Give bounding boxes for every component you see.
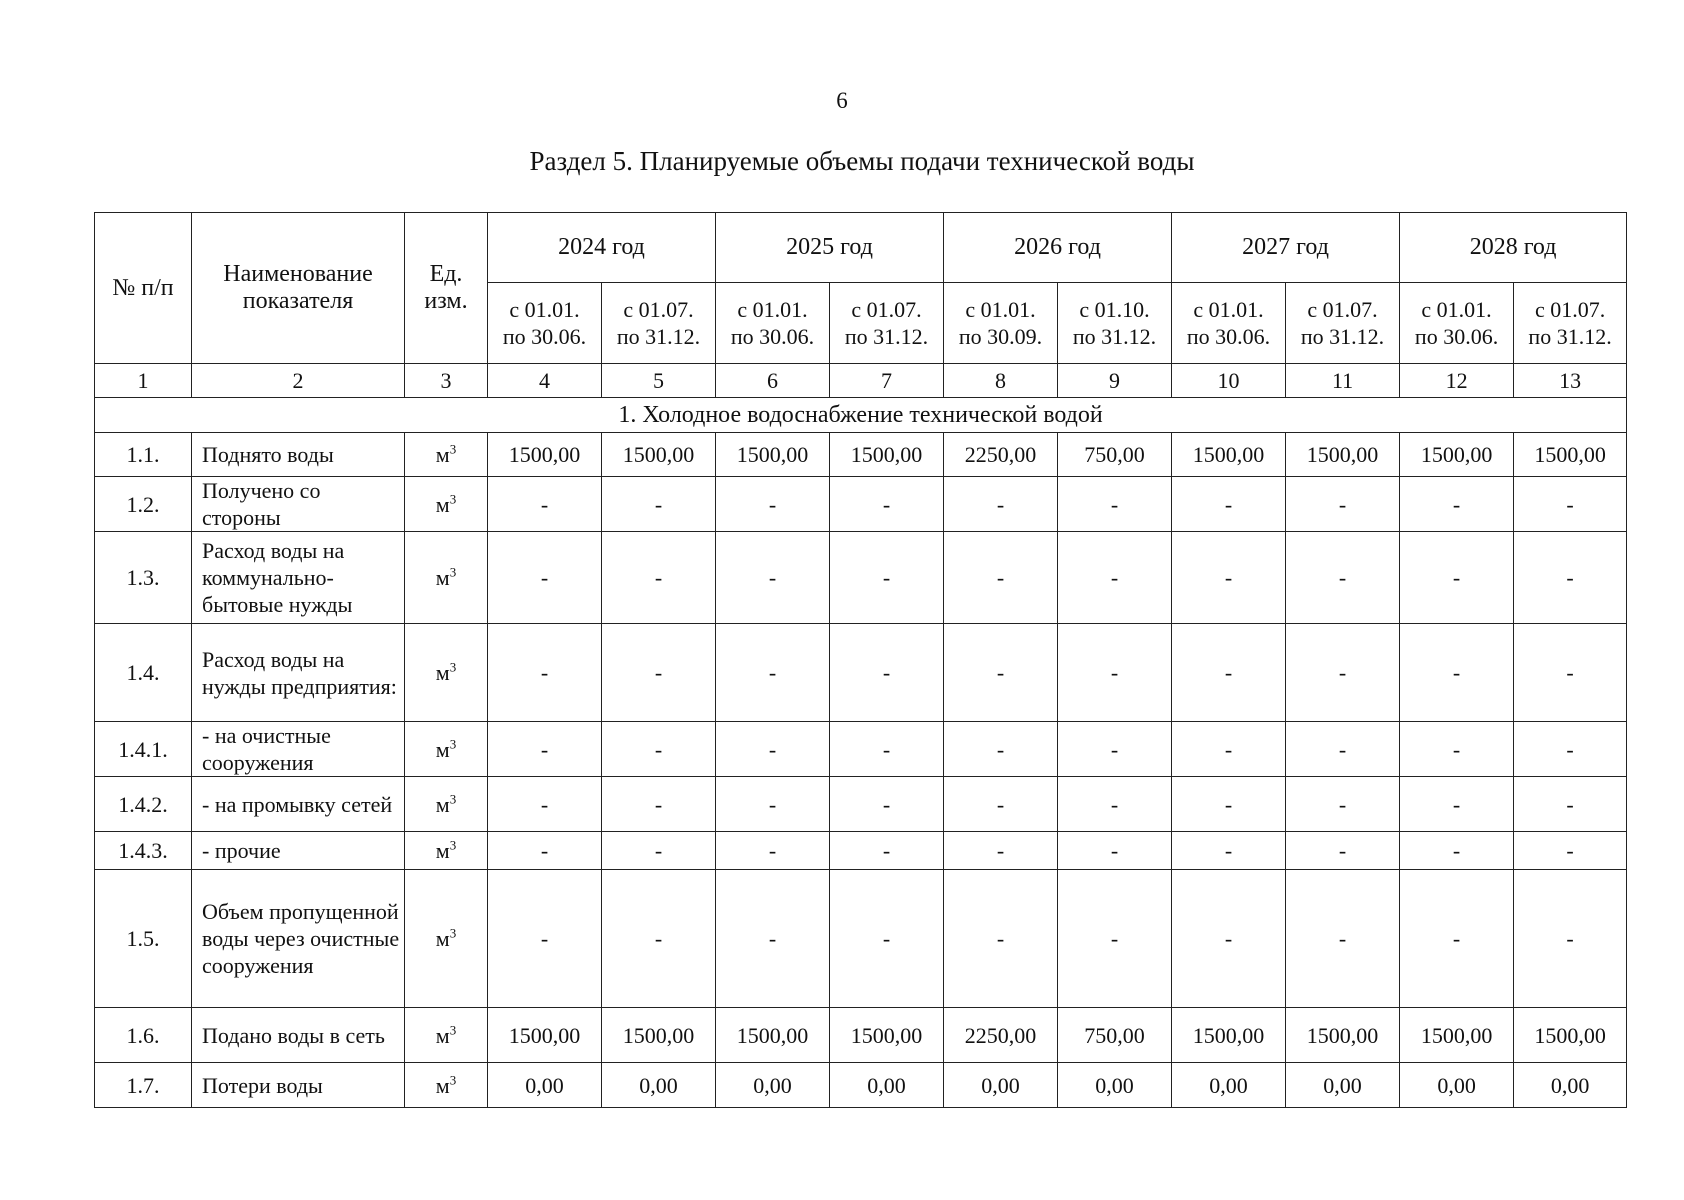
value-cell: - xyxy=(1172,870,1286,1008)
row-number: 1.7. xyxy=(95,1063,192,1108)
value-cell: - xyxy=(1286,777,1400,832)
value-cell: - xyxy=(944,624,1058,722)
value-cell: - xyxy=(488,722,602,777)
unit-exponent: 3 xyxy=(449,736,457,752)
column-number: 3 xyxy=(405,364,488,398)
column-number: 6 xyxy=(716,364,830,398)
column-number: 10 xyxy=(1172,364,1286,398)
column-number: 8 xyxy=(944,364,1058,398)
period-to: по 31.12. xyxy=(1300,324,1385,349)
value-cell: - xyxy=(1286,832,1400,870)
value-cell: - xyxy=(1172,832,1286,870)
row-name: Потери воды xyxy=(192,1063,405,1108)
row-name: Получено со стороны xyxy=(192,477,405,532)
row-number: 1.6. xyxy=(95,1008,192,1063)
unit-exponent: 3 xyxy=(449,925,457,941)
value-cell: 1500,00 xyxy=(830,1008,944,1063)
value-cell: - xyxy=(830,777,944,832)
value-cell: - xyxy=(488,477,602,532)
value-cell: - xyxy=(716,477,830,532)
value-cell: 1500,00 xyxy=(716,1008,830,1063)
value-cell: 0,00 xyxy=(602,1063,716,1108)
header-name: Наименование показателя xyxy=(192,213,405,364)
value-cell: - xyxy=(1514,870,1627,1008)
row-name: Объем пропущенной воды через очистные сооружения xyxy=(192,870,405,1008)
value-cell: - xyxy=(1058,624,1172,722)
period-to: по 30.06. xyxy=(730,324,815,349)
value-cell: - xyxy=(1058,532,1172,624)
value-cell: 1500,00 xyxy=(1172,1008,1286,1063)
period-from: с 01.01. xyxy=(509,297,580,322)
table-body xyxy=(95,433,1627,1108)
value-cell: 0,00 xyxy=(1286,1063,1400,1108)
row-unit xyxy=(405,532,488,624)
value-cell: - xyxy=(1058,477,1172,532)
table-row xyxy=(95,433,1627,477)
value-cell: - xyxy=(1286,477,1400,532)
period-from: с 01.10. xyxy=(1079,297,1150,322)
header-period xyxy=(1514,283,1627,364)
value-cell: - xyxy=(1400,777,1514,832)
value-cell: 2250,00 xyxy=(944,1008,1058,1063)
row-unit xyxy=(405,832,488,870)
table-row xyxy=(95,624,1627,722)
value-cell: - xyxy=(1400,722,1514,777)
column-number: 5 xyxy=(602,364,716,398)
period-to: по 30.06. xyxy=(1414,324,1499,349)
unit-base: м xyxy=(435,791,450,817)
table-row xyxy=(95,832,1627,870)
value-cell: - xyxy=(602,624,716,722)
row-number: 1.4.3. xyxy=(95,832,192,870)
period-to: по 31.12. xyxy=(1528,324,1612,349)
period-to: по 31.12. xyxy=(844,324,929,349)
period-from: с 01.07. xyxy=(623,297,694,322)
value-cell: - xyxy=(944,777,1058,832)
header-year-2027: 2027 год xyxy=(1172,213,1400,283)
value-cell: - xyxy=(1172,777,1286,832)
value-cell: - xyxy=(1172,624,1286,722)
value-cell: - xyxy=(602,477,716,532)
value-cell: 1500,00 xyxy=(1400,433,1514,477)
value-cell: - xyxy=(1058,870,1172,1008)
value-cell: - xyxy=(716,722,830,777)
unit-exponent: 3 xyxy=(449,564,457,580)
row-unit xyxy=(405,777,488,832)
section-row xyxy=(95,398,1627,433)
value-cell: - xyxy=(1400,624,1514,722)
value-cell: 0,00 xyxy=(944,1063,1058,1108)
unit-exponent: 3 xyxy=(449,1022,457,1038)
column-number: 4 xyxy=(488,364,602,398)
value-cell: - xyxy=(1058,777,1172,832)
table-row xyxy=(95,532,1627,624)
value-cell: - xyxy=(1172,477,1286,532)
value-cell: 2250,00 xyxy=(944,433,1058,477)
period-from: с 01.01. xyxy=(737,297,808,322)
value-cell: - xyxy=(830,722,944,777)
column-number: 2 xyxy=(192,364,405,398)
value-cell: - xyxy=(1400,477,1514,532)
period-to: по 30.06. xyxy=(1186,324,1271,349)
header-number: № п/п xyxy=(95,213,192,364)
page-title: Раздел 5. Планируемые объемы подачи технической воды xyxy=(529,146,1195,176)
row-unit xyxy=(405,870,488,1008)
unit-base: м xyxy=(435,491,450,517)
unit-exponent: 3 xyxy=(449,491,457,507)
header-period xyxy=(830,283,944,364)
value-cell: - xyxy=(1286,624,1400,722)
header-period xyxy=(1172,283,1286,364)
header-period xyxy=(488,283,602,364)
row-name: Расход воды на коммунально-бытовые нужды xyxy=(192,532,405,624)
header-year-2028: 2028 год xyxy=(1400,213,1627,283)
row-unit xyxy=(405,624,488,722)
value-cell: 750,00 xyxy=(1058,433,1172,477)
period-from: с 01.01. xyxy=(1193,297,1264,322)
header-period xyxy=(1286,283,1400,364)
value-cell: - xyxy=(1172,722,1286,777)
period-from: с 01.07. xyxy=(1534,297,1606,322)
value-cell: - xyxy=(602,832,716,870)
period-to: по 30.09. xyxy=(958,324,1043,349)
column-number: 7 xyxy=(830,364,944,398)
unit-exponent: 3 xyxy=(449,837,457,853)
row-number: 1.2. xyxy=(95,477,192,532)
value-cell: 750,00 xyxy=(1058,1008,1172,1063)
value-cell: - xyxy=(488,777,602,832)
column-number: 11 xyxy=(1286,364,1400,398)
column-number: 9 xyxy=(1058,364,1172,398)
row-unit xyxy=(405,477,488,532)
unit-base: м xyxy=(435,442,450,467)
value-cell: 0,00 xyxy=(1058,1063,1172,1108)
header-row-column-numbers xyxy=(95,364,1627,398)
value-cell: - xyxy=(1514,832,1627,870)
value-cell: 0,00 xyxy=(1514,1063,1627,1108)
period-from: с 01.01. xyxy=(965,297,1036,322)
value-cell: 1500,00 xyxy=(830,433,944,477)
value-cell: - xyxy=(1400,832,1514,870)
unit-exponent: 3 xyxy=(449,441,457,457)
value-cell: - xyxy=(716,532,830,624)
unit-base: м xyxy=(435,565,450,590)
value-cell: - xyxy=(1286,532,1400,624)
value-cell: 1500,00 xyxy=(488,433,602,477)
row-unit xyxy=(405,722,488,777)
row-number: 1.3. xyxy=(95,532,192,624)
value-cell: 1500,00 xyxy=(1286,1008,1400,1063)
header-year-2024: 2024 год xyxy=(488,213,716,283)
period-from: с 01.01. xyxy=(1421,297,1492,322)
header-row-years xyxy=(95,213,1627,283)
value-cell: 1500,00 xyxy=(602,1008,716,1063)
table-row xyxy=(95,477,1627,532)
value-cell: - xyxy=(602,722,716,777)
row-unit xyxy=(405,433,488,477)
period-to: по 31.12. xyxy=(1072,324,1157,349)
row-name: - прочие xyxy=(192,832,405,870)
header-period xyxy=(944,283,1058,364)
header-period xyxy=(1058,283,1172,364)
unit-base: м xyxy=(435,1072,450,1098)
page-number: 6 xyxy=(836,88,848,113)
header-period xyxy=(716,283,830,364)
value-cell: - xyxy=(830,870,944,1008)
row-name: Расход воды на нужды предприятия: xyxy=(192,624,405,722)
column-number: 1 xyxy=(95,364,192,398)
unit-base: м xyxy=(435,660,450,685)
header-period xyxy=(1400,283,1514,364)
period-from: с 01.07. xyxy=(851,297,922,322)
value-cell: - xyxy=(602,777,716,832)
value-cell: 1500,00 xyxy=(1514,1008,1627,1063)
row-unit xyxy=(405,1008,488,1063)
unit-base: м xyxy=(435,1022,450,1048)
row-number: 1.1. xyxy=(95,433,192,477)
value-cell: - xyxy=(602,870,716,1008)
row-name: Поднято воды xyxy=(192,433,405,477)
row-name: - на промывку сетей xyxy=(192,777,405,832)
value-cell: 1500,00 xyxy=(1400,1008,1514,1063)
value-cell: - xyxy=(944,532,1058,624)
header-unit: Ед. изм. xyxy=(405,213,488,364)
value-cell: - xyxy=(716,624,830,722)
period-to: по 30.06. xyxy=(502,324,587,349)
column-number: 12 xyxy=(1400,364,1514,398)
table-row xyxy=(95,1008,1627,1063)
unit-exponent: 3 xyxy=(449,791,457,807)
value-cell: 1500,00 xyxy=(488,1008,602,1063)
row-name: - на очистные сооружения xyxy=(192,722,405,777)
value-cell: - xyxy=(944,477,1058,532)
value-cell: 0,00 xyxy=(830,1063,944,1108)
value-cell: - xyxy=(1400,870,1514,1008)
value-cell: - xyxy=(602,532,716,624)
column-number: 13 xyxy=(1514,364,1627,398)
value-cell: 0,00 xyxy=(1172,1063,1286,1108)
period-to: по 31.12. xyxy=(616,324,701,349)
value-cell: - xyxy=(1400,532,1514,624)
value-cell: - xyxy=(830,624,944,722)
value-cell: - xyxy=(716,870,830,1008)
value-cell: - xyxy=(488,624,602,722)
value-cell: - xyxy=(1514,532,1627,624)
value-cell: - xyxy=(488,832,602,870)
value-cell: - xyxy=(944,722,1058,777)
period-from: с 01.07. xyxy=(1307,297,1378,322)
value-cell: 1500,00 xyxy=(602,433,716,477)
value-cell: - xyxy=(1514,722,1627,777)
unit-base: м xyxy=(435,926,450,951)
table-row xyxy=(95,1063,1627,1108)
value-cell: - xyxy=(716,832,830,870)
row-unit xyxy=(405,1063,488,1108)
value-cell: - xyxy=(1514,624,1627,722)
value-cell: 1500,00 xyxy=(1286,433,1400,477)
value-cell: - xyxy=(1058,722,1172,777)
section-heading: 1. Холодное водоснабжение технической водой xyxy=(95,398,1627,433)
row-number: 1.4.1. xyxy=(95,722,192,777)
row-number: 1.5. xyxy=(95,870,192,1008)
value-cell: - xyxy=(1286,722,1400,777)
value-cell: - xyxy=(1514,777,1627,832)
value-cell: - xyxy=(1514,477,1627,532)
unit-base: м xyxy=(435,838,450,863)
value-cell: - xyxy=(830,832,944,870)
value-cell: - xyxy=(1058,832,1172,870)
water-volume-table xyxy=(94,212,1627,1108)
value-cell: - xyxy=(488,532,602,624)
table-row xyxy=(95,722,1627,777)
unit-exponent: 3 xyxy=(449,1072,457,1088)
table-row xyxy=(95,870,1627,1008)
value-cell: 0,00 xyxy=(488,1063,602,1108)
value-cell: 0,00 xyxy=(716,1063,830,1108)
value-cell: 0,00 xyxy=(1400,1063,1514,1108)
row-number: 1.4.2. xyxy=(95,777,192,832)
table-row xyxy=(95,777,1627,832)
value-cell: - xyxy=(1286,870,1400,1008)
value-cell: 1500,00 xyxy=(1514,433,1627,477)
header-year-2025: 2025 год xyxy=(716,213,944,283)
value-cell: 1500,00 xyxy=(1172,433,1286,477)
value-cell: - xyxy=(830,532,944,624)
value-cell: - xyxy=(488,870,602,1008)
row-number: 1.4. xyxy=(95,624,192,722)
unit-exponent: 3 xyxy=(449,659,457,675)
value-cell: - xyxy=(830,477,944,532)
value-cell: - xyxy=(944,870,1058,1008)
value-cell: - xyxy=(716,777,830,832)
value-cell: 1500,00 xyxy=(716,433,830,477)
header-year-2026: 2026 год xyxy=(944,213,1172,283)
unit-base: м xyxy=(435,736,450,762)
value-cell: - xyxy=(1172,532,1286,624)
value-cell: - xyxy=(944,832,1058,870)
row-name: Подано воды в сеть xyxy=(192,1008,405,1063)
header-period xyxy=(602,283,716,364)
